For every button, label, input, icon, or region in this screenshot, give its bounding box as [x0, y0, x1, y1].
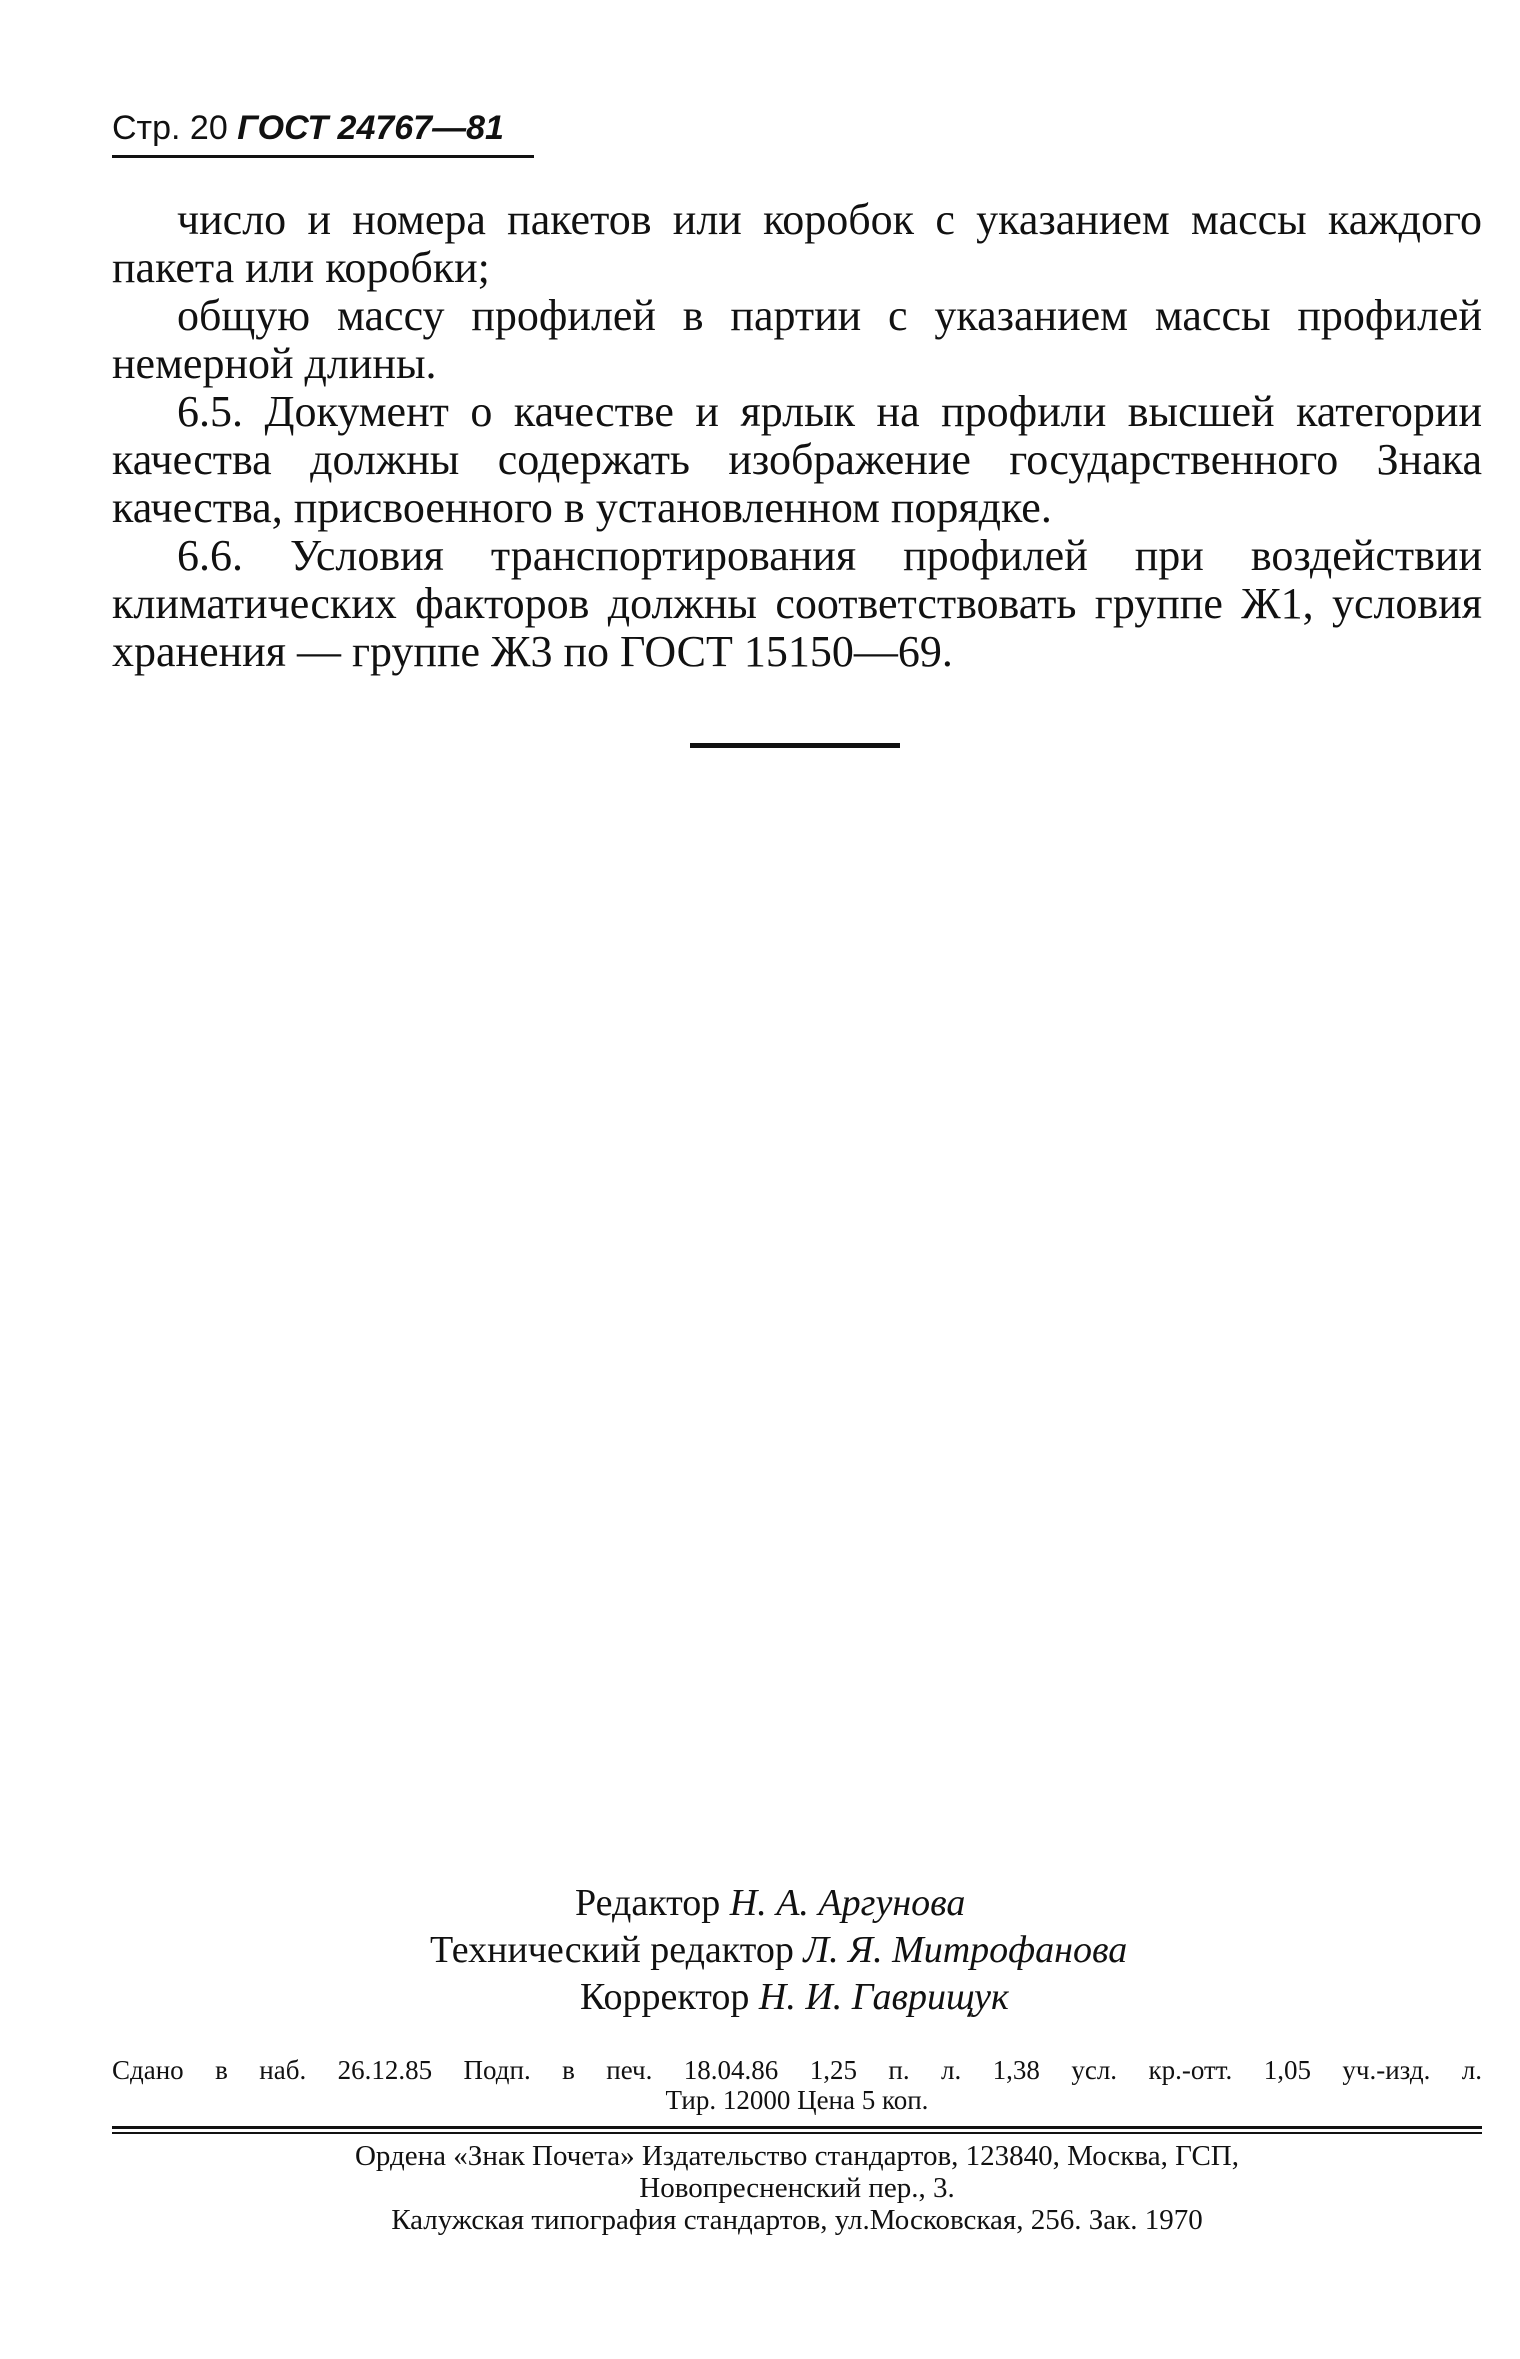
imprint-rule-bottom	[112, 2132, 1482, 2134]
credits	[0, 1880, 1520, 2021]
credit-editor	[575, 1880, 1520, 1927]
tech-editor-role: Технический редактор	[430, 1929, 794, 1971]
corrector-name: Н. И. Гаврищук	[758, 1976, 1009, 2018]
imprint-circulation-price: Тир. 12000 Цена 5 коп.	[665, 2085, 929, 2115]
page-header	[112, 108, 532, 148]
page-number: Стр. 20	[112, 109, 228, 147]
editor-name: Н. А. Аргунова	[729, 1882, 966, 1924]
imprint-rule-top	[112, 2126, 1482, 2129]
imprint-print-data: Сдано в наб. 26.12.85 Подп. в печ. 18.04.86 1,25 п. л. 1,38 усл. кр.-отт. 1,05 уч.-изд. л.	[112, 2055, 1482, 2085]
imprint	[112, 2055, 1482, 2115]
credit-corrector	[580, 1974, 1520, 2021]
corrector-role: Корректор	[580, 1976, 750, 2018]
section-end-rule	[690, 743, 900, 748]
standard-number: ГОСТ 24767—81	[237, 109, 504, 147]
credit-tech-editor	[430, 1927, 1520, 1974]
header-rule	[112, 155, 534, 158]
publisher	[112, 2140, 1482, 2236]
tech-editor-name: Л. Я. Митрофанова	[803, 1929, 1128, 1971]
publisher-line-3: Калужская типография стандартов, ул.Московская, 256. Зак. 1970	[391, 2204, 1203, 2236]
publisher-line-1: Ордена «Знак Почета» Издательство стандартов, 123840, Москва, ГСП,	[354, 2140, 1240, 2172]
paragraph-total-mass: общую массу профилей в партии с указанием массы профилей немерной длины.	[112, 291, 1482, 388]
publisher-line-2: Новопресненский пер., 3.	[639, 2172, 955, 2204]
paragraph-6-6: 6.6. Условия транспортирования профилей при воздействии климатических факторов должны соответствовать группе Ж1, условия хранения — группе Ж3 по ГОСТ 15150—69.	[112, 531, 1482, 676]
body-text	[112, 196, 1482, 676]
editor-role: Редактор	[575, 1882, 721, 1924]
paragraph-packages: число и номера пакетов или коробок с указанием массы каждого пакета или коробки;	[112, 195, 1482, 292]
paragraph-6-5: 6.5. Документ о качестве и ярлык на профили высшей категории качества должны содержать изображение государственного Знака качества, присвоенного в установленном порядке.	[112, 387, 1482, 532]
